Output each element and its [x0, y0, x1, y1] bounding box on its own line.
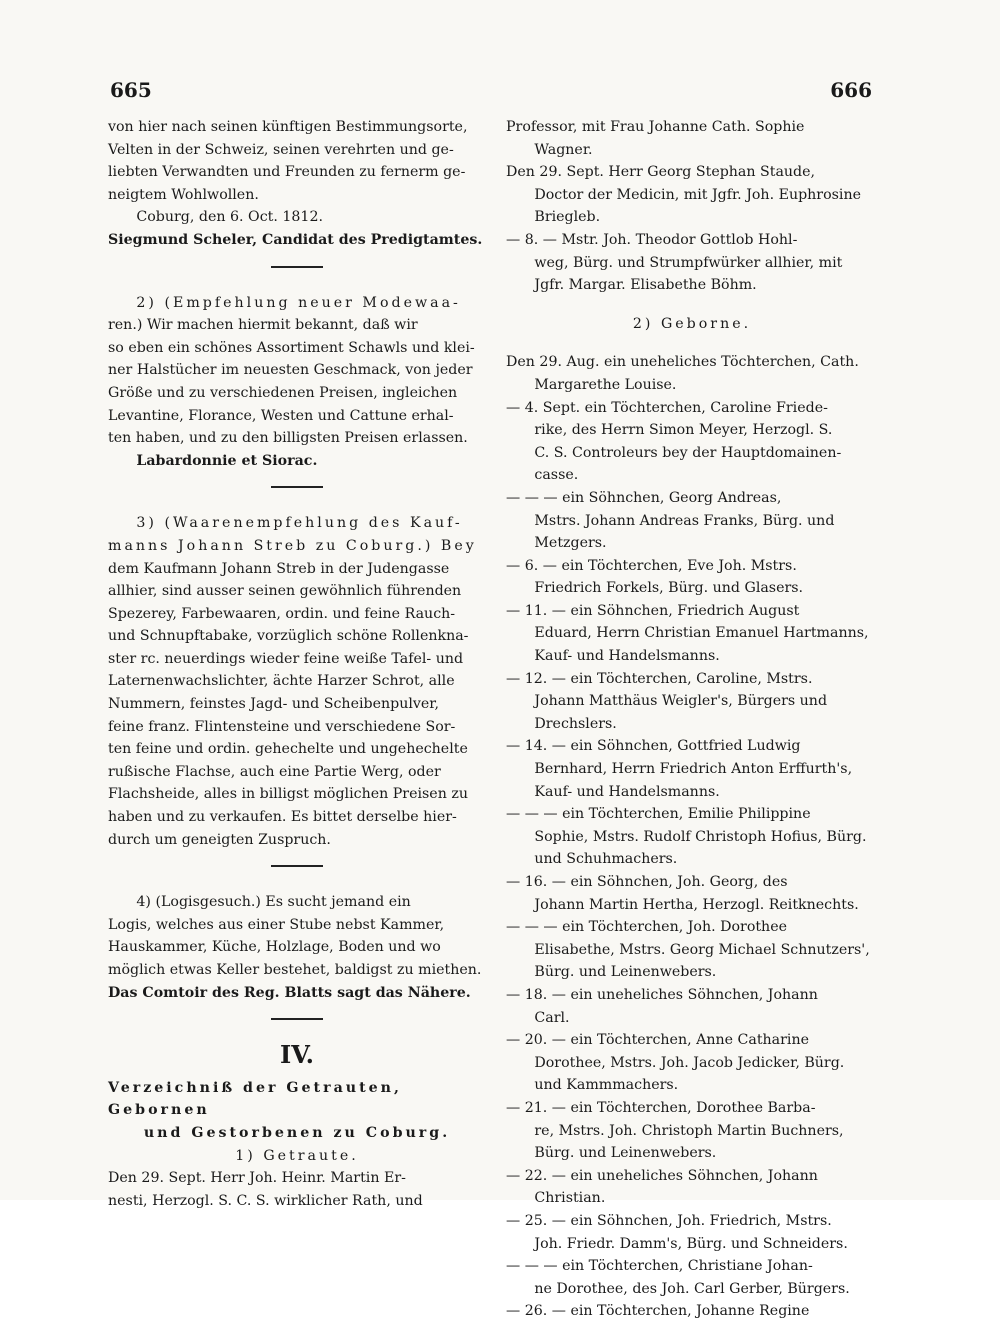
- spacer: [506, 335, 878, 351]
- register-entry: [506, 1029, 878, 1097]
- text-line: Friedrich Forkels, Bürg. und Glasers.: [534, 580, 804, 597]
- text-line: — 16. — ein Söhnchen, Joh. Georg, des: [506, 874, 788, 890]
- registry-section: [108, 1077, 486, 1213]
- register-entry: [506, 1097, 878, 1165]
- section-title: und Gestorbenen zu Coburg.: [143, 1124, 451, 1141]
- text-line: möglich etwas Keller bestehet, baldigst zu miethen.: [108, 962, 482, 978]
- text-line: Johann Matthäus Weigler's, Bürgers und: [534, 693, 828, 710]
- section-divider: [271, 1018, 323, 1020]
- register-entry: [506, 229, 878, 297]
- register-entry: [506, 351, 878, 396]
- text-line: rike, des Herrn Simon Meyer, Herzogl. S.: [534, 422, 833, 439]
- ad-heading: 2) (Empfehlung neuer Modewaa-: [136, 294, 461, 311]
- text-line: Den 29. Aug. ein uneheliches Töchterchen, Cath.: [506, 354, 859, 371]
- text-line: weg, Bürg. und Strumpfwürker allhier, mit: [534, 254, 843, 271]
- text-line: Kauf- und Handelsmanns.: [534, 783, 720, 800]
- text-line: — 14. — ein Söhnchen, Gottfried Ludwig: [506, 738, 801, 755]
- register-entry: [506, 916, 878, 984]
- text-line: und Schnupftabake, vorzüglich schöne Rollenkna-: [108, 628, 469, 645]
- subsection-heading: 2) Geborne.: [632, 315, 752, 332]
- text-line: nesti, Herzogl. S. C. S. wirklicher Rath, und: [108, 1192, 423, 1209]
- text-line: dem Kaufmann Johann Streb in der Judengasse: [108, 560, 450, 577]
- register-entry: [506, 984, 878, 1029]
- text-line: Dorothee, Mstrs. Joh. Jacob Jedicker, Bürg.: [534, 1054, 845, 1071]
- page-number-right: 666: [830, 78, 872, 102]
- text-line: haben und zu verkaufen. Es bittet derselbe hier-: [108, 809, 457, 826]
- text-line: manns Johann Streb zu Coburg.) Bey: [108, 537, 477, 554]
- text-line: Drechslers.: [534, 715, 617, 732]
- text-line: Jgfr. Margar. Elisabethe Böhm.: [534, 277, 757, 294]
- text-line: Flachsheide, alles in billigst möglichen Preisen zu: [108, 786, 468, 803]
- marriages-continued: [506, 116, 878, 161]
- right-column: [506, 116, 878, 1323]
- text-line: Laternenwachslichter, ächte Harzer Schrot, alle: [108, 673, 455, 690]
- text-line: Doctor der Medicin, mit Jgfr. Joh. Euphrosine: [534, 186, 861, 203]
- text-line: re, Mstrs. Joh. Christoph Martin Buchners,: [534, 1122, 844, 1139]
- birth-list: [506, 351, 878, 1323]
- text-line: Joh. Friedr. Damm's, Bürg. und Schneiders.: [534, 1235, 848, 1252]
- register-entry: [506, 668, 878, 736]
- intro-paragraph: [108, 116, 486, 252]
- page-number-left: 665: [110, 78, 152, 102]
- text-line: Größe und zu verschiedenen Preisen, ingleichen: [108, 384, 458, 401]
- register-entry: [506, 735, 878, 803]
- ad-heading: 3) (Waarenempfehlung des Kauf-: [136, 515, 463, 532]
- text-line: ner Halstücher im neuesten Geschmack, von jeder: [108, 362, 473, 379]
- register-entry: [506, 161, 878, 229]
- register-entry: [506, 1300, 878, 1323]
- text-line: und Kammmachers.: [534, 1077, 679, 1094]
- text-line: — 12. — ein Töchterchen, Caroline, Mstrs.: [506, 670, 813, 687]
- register-entry: [506, 803, 878, 871]
- register-entry: [506, 600, 878, 668]
- register-entry: [506, 871, 878, 916]
- text-line: — — — ein Söhnchen, Georg Andreas,: [506, 489, 782, 506]
- register-entry: [506, 1165, 878, 1210]
- subsection-heading: 1) Getraute.: [235, 1147, 359, 1164]
- text-line: — 8. — Mstr. Joh. Theodor Gottlob Hohl-: [506, 231, 798, 248]
- text-line: feine franz. Flintensteine und verschiedene Sor-: [108, 718, 456, 735]
- register-entry: [506, 487, 878, 555]
- text-line: Den 29. Sept. Herr Georg Stephan Staude,: [506, 164, 816, 181]
- text-line: Nummern, feinstes Jagd- und Scheibenpulver,: [108, 696, 440, 713]
- text-line: Sophie, Mstrs. Rudolf Christoph Hofius, Bürg.: [534, 828, 867, 845]
- spacer: [506, 297, 878, 313]
- text-line: — 26. — ein Töchterchen, Johanne Regine: [506, 1303, 810, 1320]
- text-line: — — — ein Töchterchen, Christiane Johan-: [506, 1258, 813, 1275]
- text-line: allhier, sind ausser seinen gewöhnlich führenden: [108, 583, 462, 600]
- marriage-list: [506, 161, 878, 297]
- text-line: ten feine und ordin. gehechelte und ungehechelte: [108, 741, 468, 758]
- text-line: ster rc. neuerdings wieder feine weiße Tafel- und: [108, 650, 464, 667]
- text-line: — 18. — ein uneheliches Söhnchen, Johann: [506, 986, 818, 1003]
- text-line: — — — ein Töchterchen, Joh. Dorothee: [506, 919, 787, 936]
- register-entry: [506, 1210, 878, 1255]
- section-divider: [271, 266, 323, 268]
- text-line: Velten in der Schweiz, seinen verehrten und ge-: [108, 141, 454, 158]
- register-entry: [506, 555, 878, 600]
- text-line: Christian.: [534, 1190, 606, 1207]
- ad-lodging-request: [108, 891, 486, 1004]
- text-line: rußische Flachse, auch eine Partie Werg, oder: [108, 763, 441, 780]
- ad-heading: 4) (Logisgesuch.) Es sucht jemand ein: [136, 894, 411, 911]
- text-line: Elisabethe, Mstrs. Georg Michael Schnutzers',: [534, 941, 870, 958]
- intro-date: Coburg, den 6. Oct. 1812.: [136, 209, 323, 226]
- text-line: — 21. — ein Töchterchen, Dorothee Barba-: [506, 1099, 816, 1116]
- text-line: Den 29. Sept. Herr Joh. Heinr. Martin Er-: [108, 1170, 406, 1187]
- text-line: ten haben, und zu den billigsten Preisen erlassen.: [108, 430, 468, 447]
- text-line: Bürg. und Leinenwebers.: [534, 1145, 717, 1162]
- text-line: Margarethe Louise.: [534, 376, 677, 393]
- text-line: ne Dorothee, des Joh. Carl Gerber, Bürgers.: [534, 1280, 850, 1297]
- text-line: neigtem Wohlwollen.: [108, 186, 259, 203]
- text-line: Kauf- und Handelsmanns.: [534, 648, 720, 665]
- text-line: Hauskammer, Küche, Holzlage, Boden und wo: [108, 939, 441, 956]
- text-line: Bürg. und Leinenwebers.: [534, 964, 717, 981]
- text-line: Briegleb.: [534, 209, 601, 226]
- register-entry: [506, 1255, 878, 1300]
- text-line: durch um geneigten Zuspruch.: [108, 831, 331, 848]
- text-line: — 25. — ein Söhnchen, Joh. Friedrich, Mstrs.: [506, 1212, 832, 1229]
- ad-merchant-streb: [108, 512, 486, 851]
- ad-signature: Labardonnie et Siorac.: [136, 452, 318, 469]
- text-line: ren.) Wir machen hiermit bekannt, daß wir: [108, 317, 418, 334]
- text-line: so eben ein schönes Assortiment Schawls und klei-: [108, 339, 475, 356]
- text-line: — 20. — ein Töchterchen, Anne Catharine: [506, 1032, 809, 1049]
- text-line: — 6. — ein Töchterchen, Eve Joh. Mstrs.: [506, 557, 797, 574]
- text-line: — 22. — ein uneheliches Söhnchen, Johann: [506, 1167, 818, 1184]
- text-line: Carl.: [534, 1009, 570, 1026]
- intro-signature: Siegmund Scheler, Candidat des Predigtamtes.: [108, 231, 483, 248]
- text-line: Mstrs. Johann Andreas Franks, Bürg. und: [534, 512, 835, 529]
- text-line: Das Comtoir des Reg. Blatts sagt das Nähere.: [108, 984, 471, 1001]
- section-title: Verzeichniß der Getrauten, Gebornen: [108, 1079, 402, 1119]
- ad-fashion-goods: [108, 292, 486, 473]
- text-line: Wagner.: [534, 141, 593, 158]
- section-numeral: IV.: [279, 1040, 314, 1070]
- section-divider: [271, 865, 323, 867]
- text-line: Spezerey, Farbewaaren, ordin. und feine Rauch-: [108, 605, 456, 622]
- text-line: liebten Verwandten und Freunden zu fernerm ge-: [108, 164, 466, 181]
- text-line: casse.: [534, 467, 579, 484]
- text-line: — 4. Sept. ein Töchterchen, Caroline Friede-: [506, 399, 828, 416]
- left-column: [108, 116, 486, 1212]
- text-line: — — — ein Töchterchen, Emilie Philippine: [506, 806, 811, 823]
- text-line: Metzgers.: [534, 535, 607, 552]
- text-line: Johann Martin Hertha, Herzogl. Reitknechts.: [534, 896, 859, 913]
- text-line: und Schuhmachers.: [534, 851, 678, 868]
- text-line: C. S. Controleurs bey der Hauptdomainen-: [534, 444, 842, 461]
- text-line: Eduard, Herrn Christian Emanuel Hartmanns,: [534, 625, 869, 642]
- section-divider: [271, 486, 323, 488]
- text-line: Professor, mit Frau Johanne Cath. Sophie: [506, 119, 805, 135]
- text-line: Bernhard, Herrn Friedrich Anton Erffurth's,: [534, 761, 853, 778]
- text-line: Logis, welches aus einer Stube nebst Kammer,: [108, 916, 445, 933]
- text-line: Levantine, Florance, Westen und Cattune erhal-: [108, 407, 454, 424]
- text-line: von hier nach seinen künftigen Bestimmungsorte,: [108, 119, 468, 135]
- register-entry: [506, 397, 878, 487]
- text-line: — 11. — ein Söhnchen, Friedrich August: [506, 602, 800, 619]
